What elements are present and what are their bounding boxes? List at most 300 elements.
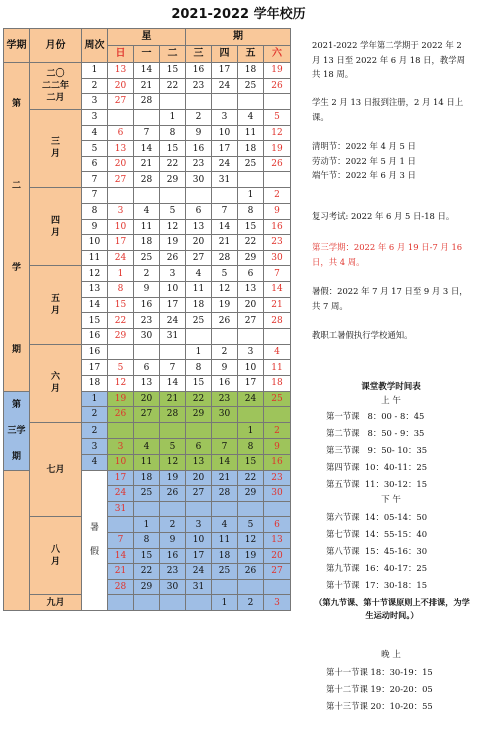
day-cell: 8 xyxy=(238,203,264,219)
day-cell xyxy=(160,501,186,517)
day-cell xyxy=(238,328,264,344)
day-cell: 28 xyxy=(108,579,134,595)
timetable-title: 课堂教学时间表 xyxy=(361,382,421,392)
note-registration: 学生 2 月 13 日报到注册，2 月 14 日上课。 xyxy=(312,97,464,122)
calendar-week-row xyxy=(4,595,291,611)
timetable-afternoon: 下 午 xyxy=(381,495,401,505)
day-cell xyxy=(186,595,212,611)
week-number: 3 xyxy=(82,109,108,125)
weekday-header: 四 xyxy=(212,46,238,63)
day-cell: 21 xyxy=(108,564,134,580)
day-cell: 25 xyxy=(212,564,238,580)
day-cell: 14 xyxy=(212,219,238,235)
day-cell: 28 xyxy=(134,172,160,188)
day-cell xyxy=(264,172,291,188)
day-cell: 1 xyxy=(238,188,264,204)
weekday-title: 期 xyxy=(186,29,291,46)
day-cell: 6 xyxy=(186,203,212,219)
day-cell: 5 xyxy=(238,517,264,533)
weekday-header: 日 xyxy=(108,46,134,63)
day-cell: 16 xyxy=(264,455,291,471)
week-number: 7 xyxy=(82,188,108,204)
day-cell xyxy=(160,188,186,204)
day-cell: 19 xyxy=(160,470,186,486)
week-number: 13 xyxy=(82,282,108,298)
calendar-week-row xyxy=(4,266,291,282)
day-cell: 3 xyxy=(212,109,238,125)
day-cell: 7 xyxy=(212,439,238,455)
day-cell xyxy=(160,344,186,360)
day-cell: 10 xyxy=(108,219,134,235)
day-cell: 7 xyxy=(160,360,186,376)
day-cell: 14 xyxy=(108,548,134,564)
day-cell: 17 xyxy=(212,141,238,157)
day-cell: 17 xyxy=(212,63,238,79)
day-cell: 6 xyxy=(238,266,264,282)
month-label: 四 月 xyxy=(30,188,82,266)
day-cell: 9 xyxy=(264,203,291,219)
day-cell: 24 xyxy=(212,156,238,172)
day-cell: 23 xyxy=(186,156,212,172)
day-cell: 30 xyxy=(160,579,186,595)
weekday-header: 五 xyxy=(238,46,264,63)
day-cell: 13 xyxy=(186,455,212,471)
day-cell: 8 xyxy=(186,360,212,376)
semester-label-3 xyxy=(4,391,30,470)
week-number: 9 xyxy=(82,219,108,235)
day-cell: 25 xyxy=(134,250,160,266)
day-cell xyxy=(108,422,134,439)
day-cell xyxy=(264,501,291,517)
day-cell: 24 xyxy=(186,564,212,580)
day-cell: 8 xyxy=(160,125,186,141)
weekday-header: 三 xyxy=(186,46,212,63)
day-cell: 22 xyxy=(238,470,264,486)
day-cell: 14 xyxy=(160,376,186,392)
day-cell: 11 xyxy=(134,219,160,235)
day-cell: 13 xyxy=(134,376,160,392)
day-cell: 26 xyxy=(212,313,238,329)
day-cell: 18 xyxy=(134,470,160,486)
day-cell: 24 xyxy=(108,250,134,266)
day-cell xyxy=(186,188,212,204)
calendar-table xyxy=(3,28,291,611)
day-cell: 16 xyxy=(212,376,238,392)
day-cell: 1 xyxy=(160,109,186,125)
day-cell: 27 xyxy=(186,250,212,266)
day-cell xyxy=(108,517,134,533)
day-cell xyxy=(134,501,160,517)
week-number: 6 xyxy=(82,156,108,172)
day-cell: 23 xyxy=(134,313,160,329)
day-cell: 1 xyxy=(186,344,212,360)
timetable-row: 第九节课 16：40-17：25 xyxy=(326,563,428,573)
day-cell: 16 xyxy=(186,141,212,157)
day-cell xyxy=(134,422,160,439)
day-cell: 24 xyxy=(108,486,134,502)
month-label: 九月 xyxy=(30,595,82,611)
day-cell xyxy=(212,188,238,204)
day-cell: 26 xyxy=(238,564,264,580)
day-cell: 17 xyxy=(186,548,212,564)
day-cell xyxy=(238,407,264,423)
day-cell: 11 xyxy=(134,455,160,471)
week-number: 18 xyxy=(82,376,108,392)
day-cell: 19 xyxy=(264,141,291,157)
day-cell xyxy=(134,109,160,125)
day-cell: 30 xyxy=(264,250,291,266)
day-cell: 27 xyxy=(108,172,134,188)
day-cell: 25 xyxy=(238,78,264,94)
timetable-row: 第五节课 11：30-12：15 xyxy=(326,479,428,489)
day-cell: 2 xyxy=(212,344,238,360)
day-cell: 20 xyxy=(264,548,291,564)
day-cell: 16 xyxy=(186,63,212,79)
day-cell: 18 xyxy=(238,63,264,79)
week-number: 5 xyxy=(82,141,108,157)
day-cell: 14 xyxy=(134,141,160,157)
day-cell: 9 xyxy=(212,360,238,376)
semester-char: 学 xyxy=(11,262,21,273)
day-cell: 10 xyxy=(108,455,134,471)
day-cell: 5 xyxy=(212,266,238,282)
day-cell: 23 xyxy=(264,235,291,251)
day-cell: 17 xyxy=(108,470,134,486)
day-cell: 4 xyxy=(134,439,160,455)
day-cell: 23 xyxy=(160,564,186,580)
day-cell: 3 xyxy=(160,266,186,282)
day-cell: 14 xyxy=(212,455,238,471)
week-number: 4 xyxy=(82,455,108,471)
day-cell: 19 xyxy=(160,235,186,251)
timetable-row: 第十节课 17：30-18：15 xyxy=(326,580,428,590)
day-cell: 16 xyxy=(134,297,160,313)
day-cell xyxy=(108,344,134,360)
day-cell: 25 xyxy=(134,486,160,502)
day-cell: 15 xyxy=(238,455,264,471)
day-cell: 20 xyxy=(108,78,134,94)
weekday-header: 一 xyxy=(134,46,160,63)
semester-char: 期 xyxy=(11,344,21,355)
day-cell xyxy=(264,94,291,110)
day-cell: 2 xyxy=(160,517,186,533)
day-cell: 27 xyxy=(264,564,291,580)
day-cell: 21 xyxy=(264,297,291,313)
day-cell: 3 xyxy=(108,439,134,455)
calendar-week-row xyxy=(4,109,291,125)
semester-char: 第 xyxy=(11,399,21,410)
week-number: 1 xyxy=(82,63,108,79)
day-cell: 15 xyxy=(160,63,186,79)
day-cell xyxy=(212,94,238,110)
day-cell: 6 xyxy=(108,125,134,141)
day-cell: 12 xyxy=(212,282,238,298)
week-number: 11 xyxy=(82,250,108,266)
day-cell: 1 xyxy=(134,517,160,533)
day-cell: 27 xyxy=(108,94,134,110)
day-cell: 7 xyxy=(212,203,238,219)
day-cell: 8 xyxy=(238,439,264,455)
timetable-row: 第二节课 8：50 - 9：35 xyxy=(326,428,425,438)
timetable-row: 第四节课 10：40-11：25 xyxy=(326,462,428,472)
timetable-row: 第十二节课 19：20-20：05 xyxy=(326,684,433,694)
day-cell: 22 xyxy=(108,313,134,329)
timetable-row: 第三节课 9：50- 10：35 xyxy=(326,445,428,455)
day-cell: 3 xyxy=(186,517,212,533)
day-cell xyxy=(212,501,238,517)
day-cell: 15 xyxy=(134,548,160,564)
day-cell: 29 xyxy=(134,579,160,595)
day-cell: 16 xyxy=(264,219,291,235)
day-cell: 7 xyxy=(108,532,134,548)
day-cell: 18 xyxy=(264,376,291,392)
calendar-week-row xyxy=(4,517,291,533)
day-cell: 12 xyxy=(160,455,186,471)
day-cell: 18 xyxy=(186,297,212,313)
weekday-header: 二 xyxy=(160,46,186,63)
day-cell: 21 xyxy=(160,391,186,407)
day-cell: 21 xyxy=(134,78,160,94)
day-cell xyxy=(160,595,186,611)
day-cell: 7 xyxy=(264,266,291,282)
day-cell: 16 xyxy=(160,548,186,564)
day-cell: 4 xyxy=(212,517,238,533)
day-cell: 10 xyxy=(212,125,238,141)
week-number: 12 xyxy=(82,266,108,282)
day-cell: 27 xyxy=(134,407,160,423)
day-cell: 2 xyxy=(238,595,264,611)
day-cell: 8 xyxy=(134,532,160,548)
week-number: 16 xyxy=(82,344,108,360)
day-cell: 13 xyxy=(108,141,134,157)
day-cell: 30 xyxy=(212,407,238,423)
day-cell: 21 xyxy=(134,156,160,172)
day-cell xyxy=(134,188,160,204)
day-cell: 29 xyxy=(108,328,134,344)
day-cell: 29 xyxy=(186,407,212,423)
week-number: 2 xyxy=(82,407,108,423)
day-cell: 29 xyxy=(238,486,264,502)
day-cell: 17 xyxy=(108,235,134,251)
day-cell: 1 xyxy=(212,595,238,611)
day-cell: 6 xyxy=(264,517,291,533)
day-cell: 28 xyxy=(212,250,238,266)
day-cell: 18 xyxy=(238,141,264,157)
calendar-week-row xyxy=(4,344,291,360)
day-cell: 28 xyxy=(134,94,160,110)
week-number: 4 xyxy=(82,125,108,141)
semester-label-2 xyxy=(4,63,30,392)
day-cell: 22 xyxy=(134,564,160,580)
day-cell xyxy=(186,501,212,517)
day-cell: 11 xyxy=(212,532,238,548)
day-cell: 10 xyxy=(186,532,212,548)
day-cell: 15 xyxy=(108,297,134,313)
semester-char: 三学 xyxy=(7,425,26,436)
day-cell: 6 xyxy=(186,439,212,455)
week-header: 周次 xyxy=(82,29,108,63)
day-cell xyxy=(264,407,291,423)
day-cell: 31 xyxy=(108,501,134,517)
day-cell: 5 xyxy=(160,439,186,455)
day-cell: 2 xyxy=(186,109,212,125)
day-cell xyxy=(108,188,134,204)
semester-char: 第 xyxy=(11,98,21,109)
day-cell: 19 xyxy=(264,63,291,79)
month-label: 五 月 xyxy=(30,266,82,344)
day-cell: 11 xyxy=(186,282,212,298)
week-number: 10 xyxy=(82,235,108,251)
day-cell xyxy=(238,579,264,595)
day-cell: 20 xyxy=(238,297,264,313)
day-cell: 30 xyxy=(264,486,291,502)
day-cell: 3 xyxy=(264,595,291,611)
day-cell: 20 xyxy=(108,156,134,172)
day-cell xyxy=(186,422,212,439)
note-holidays: 清明节：2022 年 4 月 5 日 劳动节：2022 年 5 月 1 日 端午节：2022 年 6 月 3 日 xyxy=(312,141,416,180)
day-cell: 11 xyxy=(238,125,264,141)
day-cell xyxy=(238,172,264,188)
week-number: 16 xyxy=(82,328,108,344)
day-cell: 19 xyxy=(238,548,264,564)
week-number: 15 xyxy=(82,313,108,329)
day-cell: 24 xyxy=(160,313,186,329)
day-cell: 12 xyxy=(160,219,186,235)
day-cell: 23 xyxy=(186,78,212,94)
semester-char: 二 xyxy=(11,180,21,191)
day-cell xyxy=(160,94,186,110)
day-cell: 23 xyxy=(264,470,291,486)
day-cell: 28 xyxy=(212,486,238,502)
day-cell xyxy=(264,579,291,595)
day-cell: 5 xyxy=(264,109,291,125)
day-cell: 19 xyxy=(212,297,238,313)
day-cell: 27 xyxy=(238,313,264,329)
day-cell: 4 xyxy=(186,266,212,282)
day-cell: 17 xyxy=(238,376,264,392)
day-cell: 20 xyxy=(186,470,212,486)
day-cell: 15 xyxy=(238,219,264,235)
day-cell: 13 xyxy=(264,532,291,548)
weekday-title: 星 xyxy=(108,29,186,46)
day-cell: 14 xyxy=(264,282,291,298)
day-cell: 24 xyxy=(212,78,238,94)
day-cell: 21 xyxy=(212,470,238,486)
page-title: 2021-2022 学年校历 xyxy=(171,7,306,22)
day-cell xyxy=(264,328,291,344)
day-cell xyxy=(108,109,134,125)
day-cell: 5 xyxy=(108,360,134,376)
semester-header: 学期 xyxy=(4,29,30,63)
day-cell: 25 xyxy=(186,313,212,329)
day-cell: 1 xyxy=(238,422,264,439)
day-cell: 24 xyxy=(238,391,264,407)
day-cell: 30 xyxy=(186,172,212,188)
day-cell: 22 xyxy=(160,78,186,94)
timetable-row: 第十三节课 20：10-20：55 xyxy=(326,701,433,711)
day-cell: 31 xyxy=(160,328,186,344)
day-cell: 9 xyxy=(134,282,160,298)
day-cell: 9 xyxy=(160,532,186,548)
note-exams: 复习考试: 2022 年 6 月 5 日-18 日。 xyxy=(312,211,455,221)
note-third-term: 第三学期：2022 年 6 月 19 日-7 月 16 日，共 4 周。 xyxy=(312,242,463,267)
day-cell xyxy=(212,579,238,595)
week-number: 2 xyxy=(82,78,108,94)
note-semester: 2021-2022 学年第二学期于 2022 年 2 月 13 日至 2022 年 6 月 18 日，教学周共 18 周。 xyxy=(312,40,466,79)
day-cell: 28 xyxy=(264,313,291,329)
day-cell: 29 xyxy=(238,250,264,266)
note-staff: 教职工暑假执行学校通知。 xyxy=(312,330,413,340)
day-cell: 13 xyxy=(238,282,264,298)
day-cell: 18 xyxy=(134,235,160,251)
day-cell: 31 xyxy=(212,172,238,188)
day-cell: 14 xyxy=(134,63,160,79)
day-cell: 2 xyxy=(134,266,160,282)
timetable-row: 第十一节课 18：30-19：15 xyxy=(326,667,433,677)
day-cell: 9 xyxy=(186,125,212,141)
week-number: 3 xyxy=(82,94,108,110)
day-cell: 3 xyxy=(238,344,264,360)
day-cell: 19 xyxy=(108,391,134,407)
day-cell: 26 xyxy=(160,486,186,502)
day-cell xyxy=(238,94,264,110)
day-cell: 15 xyxy=(186,376,212,392)
day-cell xyxy=(108,595,134,611)
semester-blank xyxy=(4,470,30,610)
day-cell: 27 xyxy=(186,486,212,502)
month-label: 八 月 xyxy=(30,517,82,595)
day-cell: 26 xyxy=(160,250,186,266)
day-cell xyxy=(186,94,212,110)
day-cell xyxy=(186,328,212,344)
month-label: 七月 xyxy=(30,422,82,517)
week-number: 3 xyxy=(82,439,108,455)
day-cell: 13 xyxy=(108,63,134,79)
day-cell: 22 xyxy=(186,391,212,407)
day-cell: 28 xyxy=(160,407,186,423)
week-number: 7 xyxy=(82,172,108,188)
calendar-week-row xyxy=(4,188,291,204)
day-cell: 26 xyxy=(108,407,134,423)
day-cell: 15 xyxy=(160,141,186,157)
month-header: 月份 xyxy=(30,29,82,63)
day-cell: 4 xyxy=(238,109,264,125)
day-cell: 13 xyxy=(186,219,212,235)
day-cell xyxy=(134,595,160,611)
day-cell: 2 xyxy=(264,422,291,439)
week-number: 14 xyxy=(82,297,108,313)
day-cell: 4 xyxy=(134,203,160,219)
day-cell: 18 xyxy=(212,548,238,564)
day-cell: 11 xyxy=(264,360,291,376)
day-cell: 26 xyxy=(264,156,291,172)
timetable-row: 第一节课 8：00 - 8：45 xyxy=(326,411,425,421)
day-cell xyxy=(212,328,238,344)
day-cell: 12 xyxy=(108,376,134,392)
day-cell: 9 xyxy=(264,439,291,455)
day-cell: 31 xyxy=(186,579,212,595)
week-number: 8 xyxy=(82,203,108,219)
day-cell: 17 xyxy=(160,297,186,313)
timetable-morning: 上 午 xyxy=(381,396,401,406)
month-label: 二〇 二二年 二月 xyxy=(30,63,82,110)
day-cell: 8 xyxy=(108,282,134,298)
day-cell: 5 xyxy=(160,203,186,219)
day-cell: 10 xyxy=(238,360,264,376)
note-summer: 暑假：2022 年 7 月 17 日至 9 月 3 日，共 7 周。 xyxy=(312,286,468,311)
month-label: 六 月 xyxy=(30,344,82,422)
day-cell: 12 xyxy=(264,125,291,141)
